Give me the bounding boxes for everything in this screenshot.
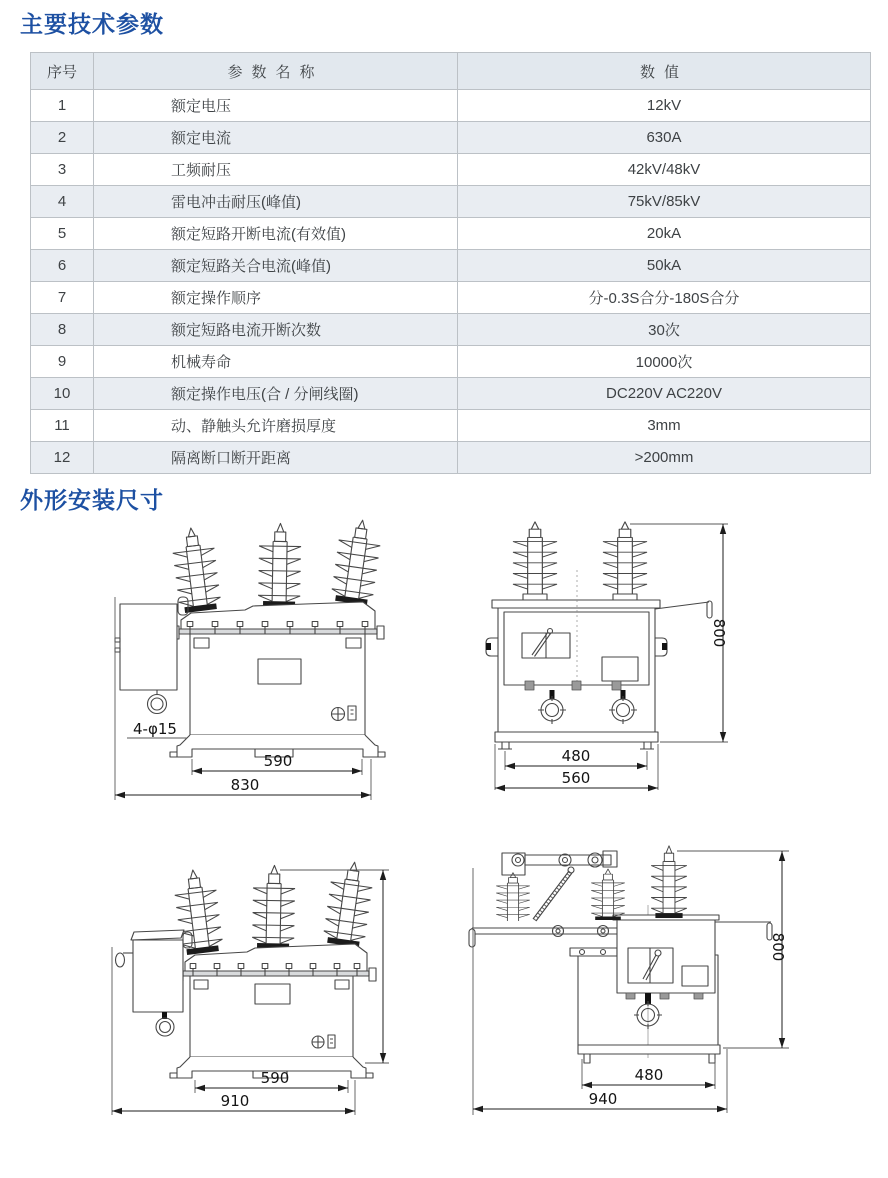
param-value: 10000次 <box>458 346 871 378</box>
param-name: 额定操作电压(合 / 分闸线圈) <box>94 378 458 410</box>
param-value: DC220V AC220V <box>458 378 871 410</box>
table-row <box>31 410 871 442</box>
table-row <box>31 250 871 282</box>
param-value: >200mm <box>458 442 871 474</box>
manual-handle <box>655 602 709 609</box>
param-value: 12kV <box>458 90 871 122</box>
dim-label-base-width: 480 <box>561 747 591 765</box>
insulator-bushing <box>513 522 557 594</box>
table-row <box>31 314 871 346</box>
table-row <box>31 442 871 474</box>
table-row <box>31 378 871 410</box>
insulator-bushing <box>322 859 375 948</box>
table-row <box>31 154 871 186</box>
breaker-side-outline <box>486 522 712 749</box>
insulator-bushing <box>496 873 530 921</box>
param-name: 额定短路电流开断次数 <box>94 314 458 346</box>
table-row <box>31 186 871 218</box>
flange-rail <box>183 971 369 976</box>
param-no: 4 <box>31 186 94 218</box>
dim-label-height: 800 <box>769 932 787 962</box>
param-value: 3mm <box>458 410 871 442</box>
dim-label-overall-width: 830 <box>230 776 260 794</box>
param-name: 额定电流 <box>94 122 458 154</box>
param-name: 工频耐压 <box>94 154 458 186</box>
section-title-dimensions: 外形安装尺寸 <box>20 487 164 513</box>
control-box <box>133 940 183 1012</box>
insulator-bushing <box>603 522 647 594</box>
table-header-row <box>31 53 871 90</box>
base-plate <box>495 732 658 742</box>
pull-ring <box>156 1018 174 1036</box>
param-no: 12 <box>31 442 94 474</box>
param-value: 42kV/48kV <box>458 154 871 186</box>
drawing-side-view-1 <box>462 512 782 807</box>
param-no: 8 <box>31 314 94 346</box>
col-header-no: 序号 <box>31 53 94 90</box>
spring-rod <box>533 867 574 921</box>
insulator-bushing <box>651 846 687 918</box>
param-name: 额定短路开断电流(有效值) <box>94 218 458 250</box>
section-title-tech-params: 主要技术参数 <box>20 11 164 37</box>
base-plate <box>578 1045 720 1054</box>
drawing-front-view-2 <box>85 845 415 1120</box>
param-name: 机械寿命 <box>94 346 458 378</box>
pull-ring <box>148 695 167 714</box>
table-row <box>31 90 871 122</box>
param-value: 30次 <box>458 314 871 346</box>
param-no: 2 <box>31 122 94 154</box>
param-value: 630A <box>458 122 871 154</box>
param-name: 额定电压 <box>94 90 458 122</box>
dim-label-height: 800 <box>710 618 728 648</box>
param-no: 10 <box>31 378 94 410</box>
col-header-name: 参数名称 <box>94 53 458 90</box>
insulator-bushing <box>252 865 295 949</box>
table-row <box>31 122 871 154</box>
param-value: 75kV/85kV <box>458 186 871 218</box>
insulator-bushing <box>330 517 383 606</box>
param-name: 隔离断口断开距离 <box>94 442 458 474</box>
breaker-front-outline <box>116 859 377 1078</box>
dim-label-base-width: 480 <box>634 1066 664 1084</box>
param-name: 雷电冲击耐压(峰值) <box>94 186 458 218</box>
param-value: 50kA <box>458 250 871 282</box>
table-row <box>31 282 871 314</box>
col-header-value: 数值 <box>458 53 871 90</box>
param-no: 3 <box>31 154 94 186</box>
dim-label-base-width: 590 <box>263 752 293 770</box>
param-no: 1 <box>31 90 94 122</box>
param-no: 6 <box>31 250 94 282</box>
param-value: 分-0.3S合分-180S合分 <box>458 282 871 314</box>
dim-label-overall-width: 940 <box>588 1090 618 1108</box>
param-value: 20kA <box>458 218 871 250</box>
dim-label-overall-width: 560 <box>561 769 591 787</box>
hanging-hook <box>116 953 125 967</box>
drawing-side-view-2 <box>445 843 815 1148</box>
breaker-side-outline <box>469 846 772 1063</box>
operating-rod <box>472 928 617 934</box>
table-row <box>31 346 871 378</box>
param-name: 动、静触头允许磨损厚度 <box>94 410 458 442</box>
control-box <box>120 604 177 690</box>
box-lid <box>131 930 184 940</box>
insulator-bushing <box>258 523 301 607</box>
dim-label-mounting-holes: 4-φ15 <box>133 720 177 738</box>
drawing-front-view-1 <box>95 512 410 807</box>
spec-table <box>30 52 871 474</box>
dim-label-base-width: 590 <box>260 1069 290 1087</box>
dim-label-overall-width: 910 <box>220 1092 250 1110</box>
param-no: 7 <box>31 282 94 314</box>
mechanism-box <box>617 920 715 993</box>
param-no: 9 <box>31 346 94 378</box>
param-name: 额定操作顺序 <box>94 282 458 314</box>
param-no: 5 <box>31 218 94 250</box>
top-plate <box>492 600 660 608</box>
flange-rail <box>179 629 377 634</box>
param-name: 额定短路关合电流(峰值) <box>94 250 458 282</box>
table-row <box>31 218 871 250</box>
housing <box>498 608 655 732</box>
insulator-bushing <box>591 869 625 920</box>
param-no: 11 <box>31 410 94 442</box>
